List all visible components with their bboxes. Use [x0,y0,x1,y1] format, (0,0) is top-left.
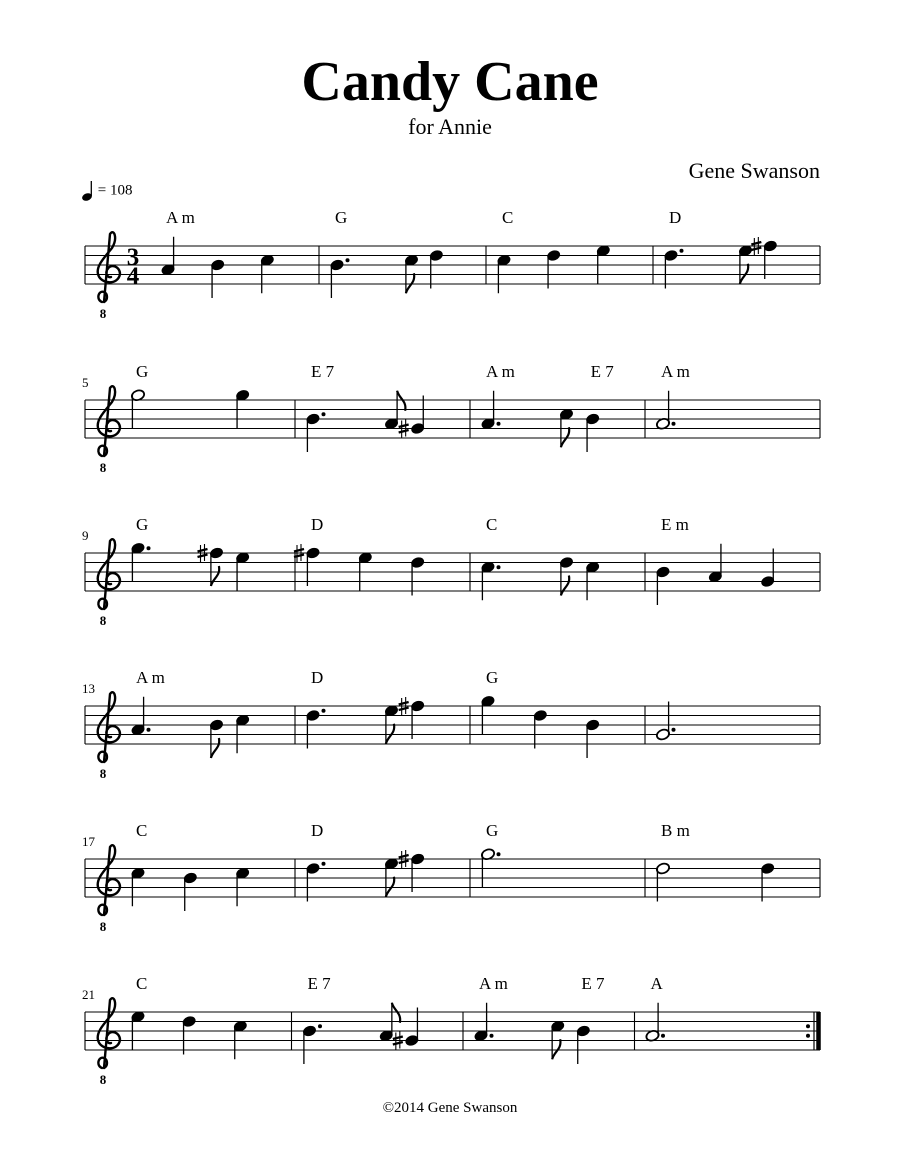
copyright-notice: ©2014 Gene Swanson [382,1100,518,1116]
treble-clef-icon [98,692,120,762]
chord-symbol: D [311,668,324,687]
augmentation-dot [322,862,326,866]
staff-system [82,668,820,781]
note [393,1008,419,1050]
note [330,258,350,298]
note-flag [386,724,394,744]
measure [131,362,251,428]
staff-system [82,974,820,1087]
note [481,391,501,430]
chord-symbol: G [486,821,499,840]
chord-symbol: G [136,515,149,534]
sharp-stroke [399,708,409,711]
staff-system [82,362,820,475]
sharp-stroke [399,430,409,433]
augmentation-dot [147,728,151,732]
treble-clef-icon [98,845,120,915]
note [161,237,176,276]
chord-symbol: G [486,668,499,687]
sharp-stroke [294,549,304,552]
note [306,412,326,452]
staff-system [85,208,820,321]
note [546,249,561,288]
chord-symbol: G [136,362,149,381]
note [233,1020,248,1059]
note-flag [386,877,394,897]
note [260,254,275,293]
note [751,237,777,279]
clef-octave-label: 8 [99,306,107,321]
treble-clef-icon [98,998,120,1068]
note [429,249,444,288]
note [760,549,775,588]
treble-clef-icon [98,232,120,302]
augmentation-dot [322,412,326,416]
note [645,1003,665,1042]
measure-number: 9 [82,528,89,543]
note [738,244,753,283]
note [656,566,671,605]
note [235,867,250,906]
note [399,850,425,892]
chord-symbol: A m [166,208,195,227]
chord-symbol: A m [136,668,165,687]
note [384,704,399,743]
measure [645,974,665,1042]
augmentation-dot [661,1034,665,1038]
measure-number: 5 [82,375,89,390]
measure [497,208,611,293]
repeat-dot [806,1024,810,1028]
measure [656,702,676,741]
note [131,697,151,736]
note-flag [740,264,748,284]
note [550,1020,565,1059]
sharp-stroke [399,425,409,428]
note [210,259,225,298]
note [481,695,496,734]
note [664,249,684,289]
note [198,544,224,586]
note [533,709,548,748]
note [399,697,425,739]
chord-symbol: C [502,208,514,227]
time-signature-top: 3 [126,244,140,271]
repeat-dot [806,1034,810,1038]
note [182,1015,197,1054]
chord-symbol: D [311,821,324,840]
note-flag [392,1003,400,1023]
note [131,1010,146,1049]
note [760,862,775,901]
note [235,551,250,590]
chord-symbol: A [650,974,663,993]
chord-symbol: E 7 [581,974,605,993]
note [656,862,671,901]
chord-symbol: C [136,821,148,840]
measure [656,362,690,430]
note [294,544,320,586]
sharp-stroke [393,1037,403,1040]
note [131,867,146,906]
sharp-stroke [399,855,409,858]
chord-symbol: E m [661,515,689,534]
sharp-stroke [399,702,409,705]
note [235,714,250,753]
measure [481,515,601,600]
note [656,702,676,741]
chord-symbol: A m [661,362,690,381]
augmentation-dot [497,422,501,426]
composer-name: Gene Swanson [688,158,820,183]
measure [306,821,426,902]
chord-symbol: D [311,515,324,534]
sharp-stroke [198,555,208,558]
note [379,1003,400,1042]
note [209,719,224,758]
chord-symbol: E 7 [307,974,331,993]
augmentation-dot [318,1024,322,1028]
note [585,561,600,600]
augmentation-dot [672,728,676,732]
note [656,391,676,430]
chord-symbol: E 7 [590,362,614,381]
sharp-stroke [393,1042,403,1045]
note-flag [552,1039,560,1059]
chord-symbol: D [669,208,682,227]
augmentation-dot [672,422,676,426]
sharp-stroke [399,861,409,864]
note [559,556,574,595]
page-title: Candy Cane [301,51,599,113]
note [131,389,146,428]
note [306,709,326,749]
measure-number: 13 [82,681,95,696]
clef-octave-label: 8 [99,766,107,781]
chord-symbol: A m [486,362,515,381]
measure-number: 21 [82,987,95,1002]
clef-octave-label: 8 [99,613,107,628]
treble-clef-icon [98,539,120,609]
note [481,561,501,600]
note [410,556,425,595]
chord-symbol: C [486,515,498,534]
page-subtitle: for Annie [408,114,492,139]
note [576,1025,591,1064]
note [708,544,723,583]
note [474,1003,494,1042]
note [183,872,198,911]
sharp-stroke [198,549,208,552]
note [358,551,373,590]
note [384,857,399,896]
augmentation-dot [680,249,684,253]
treble-clef-icon [98,386,120,456]
augmentation-dot [497,565,501,569]
chord-symbol: A m [479,974,508,993]
note-flag [561,427,569,447]
clef-octave-label: 8 [99,460,107,475]
note-flag [561,576,569,596]
note [585,413,600,452]
note [559,408,574,447]
sharp-stroke [751,242,761,245]
measure [131,974,248,1059]
augmentation-dot [497,852,501,856]
clef-octave-label: 8 [99,919,107,934]
note [404,254,419,293]
chord-symbol: G [335,208,348,227]
measure [294,515,425,596]
tempo-bpm-label: = 108 [97,182,133,199]
note [497,254,512,293]
measure [664,208,778,289]
staff-system [82,821,820,934]
chord-symbol: B m [661,821,690,840]
note [306,862,326,902]
note [596,244,611,283]
chord-symbol: E 7 [311,362,335,381]
note-flag [397,391,405,411]
note [481,848,501,887]
augmentation-dot [490,1034,494,1038]
note [585,719,600,758]
note-flag [406,273,414,293]
clef-octave-label: 8 [99,1072,107,1087]
augmentation-dot [322,709,326,713]
sharp-stroke [751,248,761,251]
augmentation-dot [346,258,350,262]
staff-system [82,515,820,628]
measure-number: 17 [82,834,95,849]
note [235,389,250,428]
note-flag [211,566,219,586]
note [302,1024,322,1064]
measure [656,821,776,902]
chord-symbol: C [136,974,148,993]
augmentation-dot [147,546,151,550]
note-flag [211,738,219,758]
measure [306,668,426,749]
measure [481,821,501,887]
time-signature-bottom: 4 [126,263,140,290]
note [131,542,151,581]
